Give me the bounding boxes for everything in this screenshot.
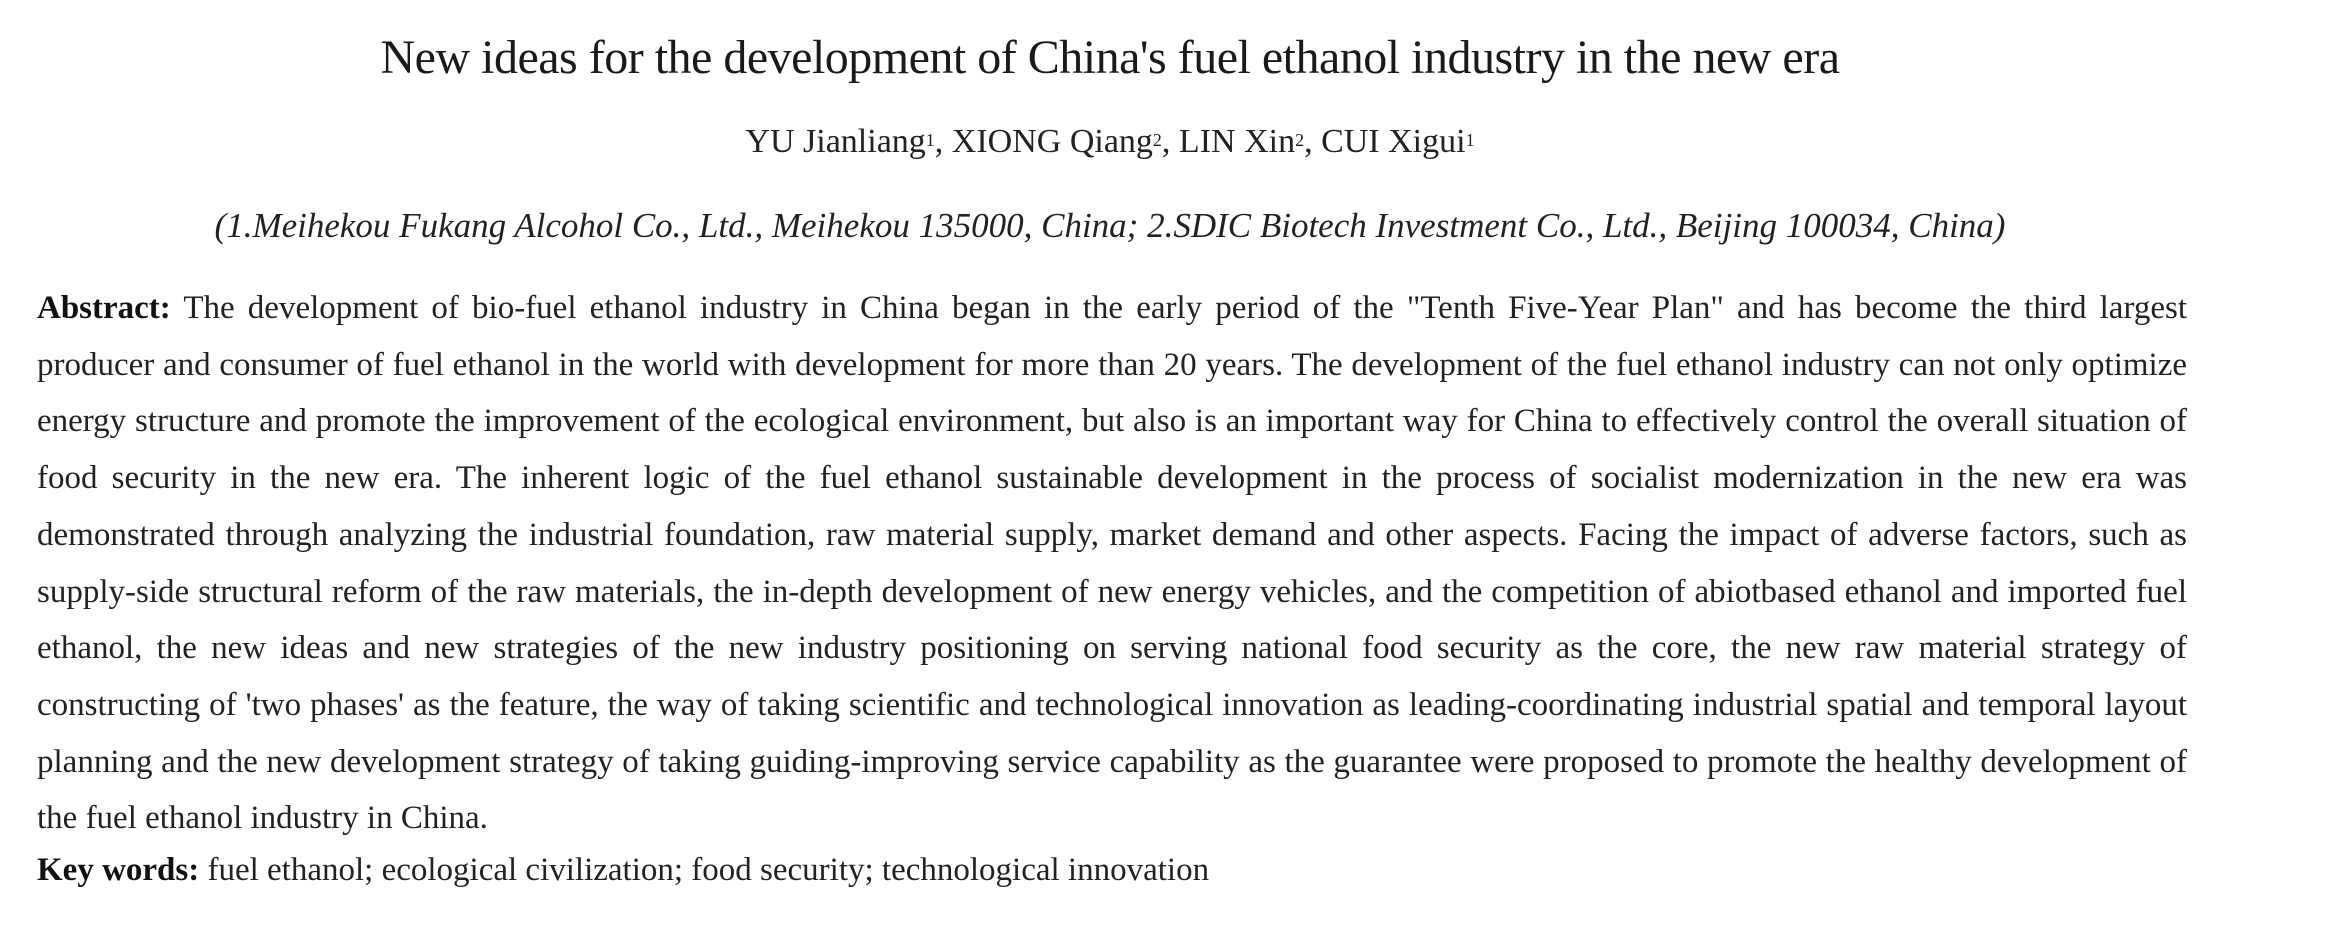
keywords-line [37,842,2187,898]
author-name: CUI Xigui [1321,123,1466,160]
author-affiliation-mark: 2 [1295,130,1305,150]
keywords-label: Key words: [37,852,200,888]
author-affiliation-mark: 1 [925,130,935,150]
abstract-text: The development of bio-fuel ethanol industry in China began in the early period of the "Tenth Five-Year Plan" and has become the third largest producer and consumer of fuel ethanol in the world with development for more than 20 years. The development of the fuel ethanol industry can not only optimize energy structure and promote the improvement of the ecological environment, but also is an important way for China to effectively control the overall situation of food security in the new era. The inherent logic of the fuel ethanol sustainable development in the process of socialist modernization in the new era was demonstrated through analyzing the industrial foundation, raw material supply, market demand and other aspects. Facing the impact of adverse factors, such as supply-side structural reform of the raw materials, the in-depth development of new energy vehicles, and the competition of abiotbased ethanol and imported fuel ethanol, the new ideas and new strategies of the new industry positioning on serving national food security as the core, the new raw material strategy of constructing of 'two phases' as the feature, the way of taking scientific and technological innovation as leading-coordinating industrial spatial and temporal layout planning and the new development strategy of taking guiding-improving service capability as the guarantee were proposed to promote the healthy development of the fuel ethanol industry in China. [37,290,2188,837]
abstract-paragraph [37,280,2187,847]
author-affiliation-mark: 2 [1152,130,1162,150]
author-separator: , [934,123,952,160]
author-separator: , [1161,123,1179,160]
author-separator: , [1304,123,1322,160]
author-name: YU Jianliang [745,123,926,160]
abstract-label: Abstract: [37,290,171,326]
affiliations: (1.Meihekou Fukang Alcohol Co., Ltd., Meihekou 135000, China; 2.SDIC Biotech Investment Co., Ltd., Beijing 100034, China) [214,206,2006,245]
author-list [0,120,2220,164]
author-name: XIONG Qiang [951,123,1153,160]
keywords-text: fuel ethanol; ecological civilization; food security; technological innovation [207,852,1210,888]
author-name: LIN Xin [1178,123,1296,160]
author-affiliation-mark: 1 [1465,130,1475,150]
paper-title: New ideas for the development of China's fuel ethanol industry in the new era [380,31,1840,84]
